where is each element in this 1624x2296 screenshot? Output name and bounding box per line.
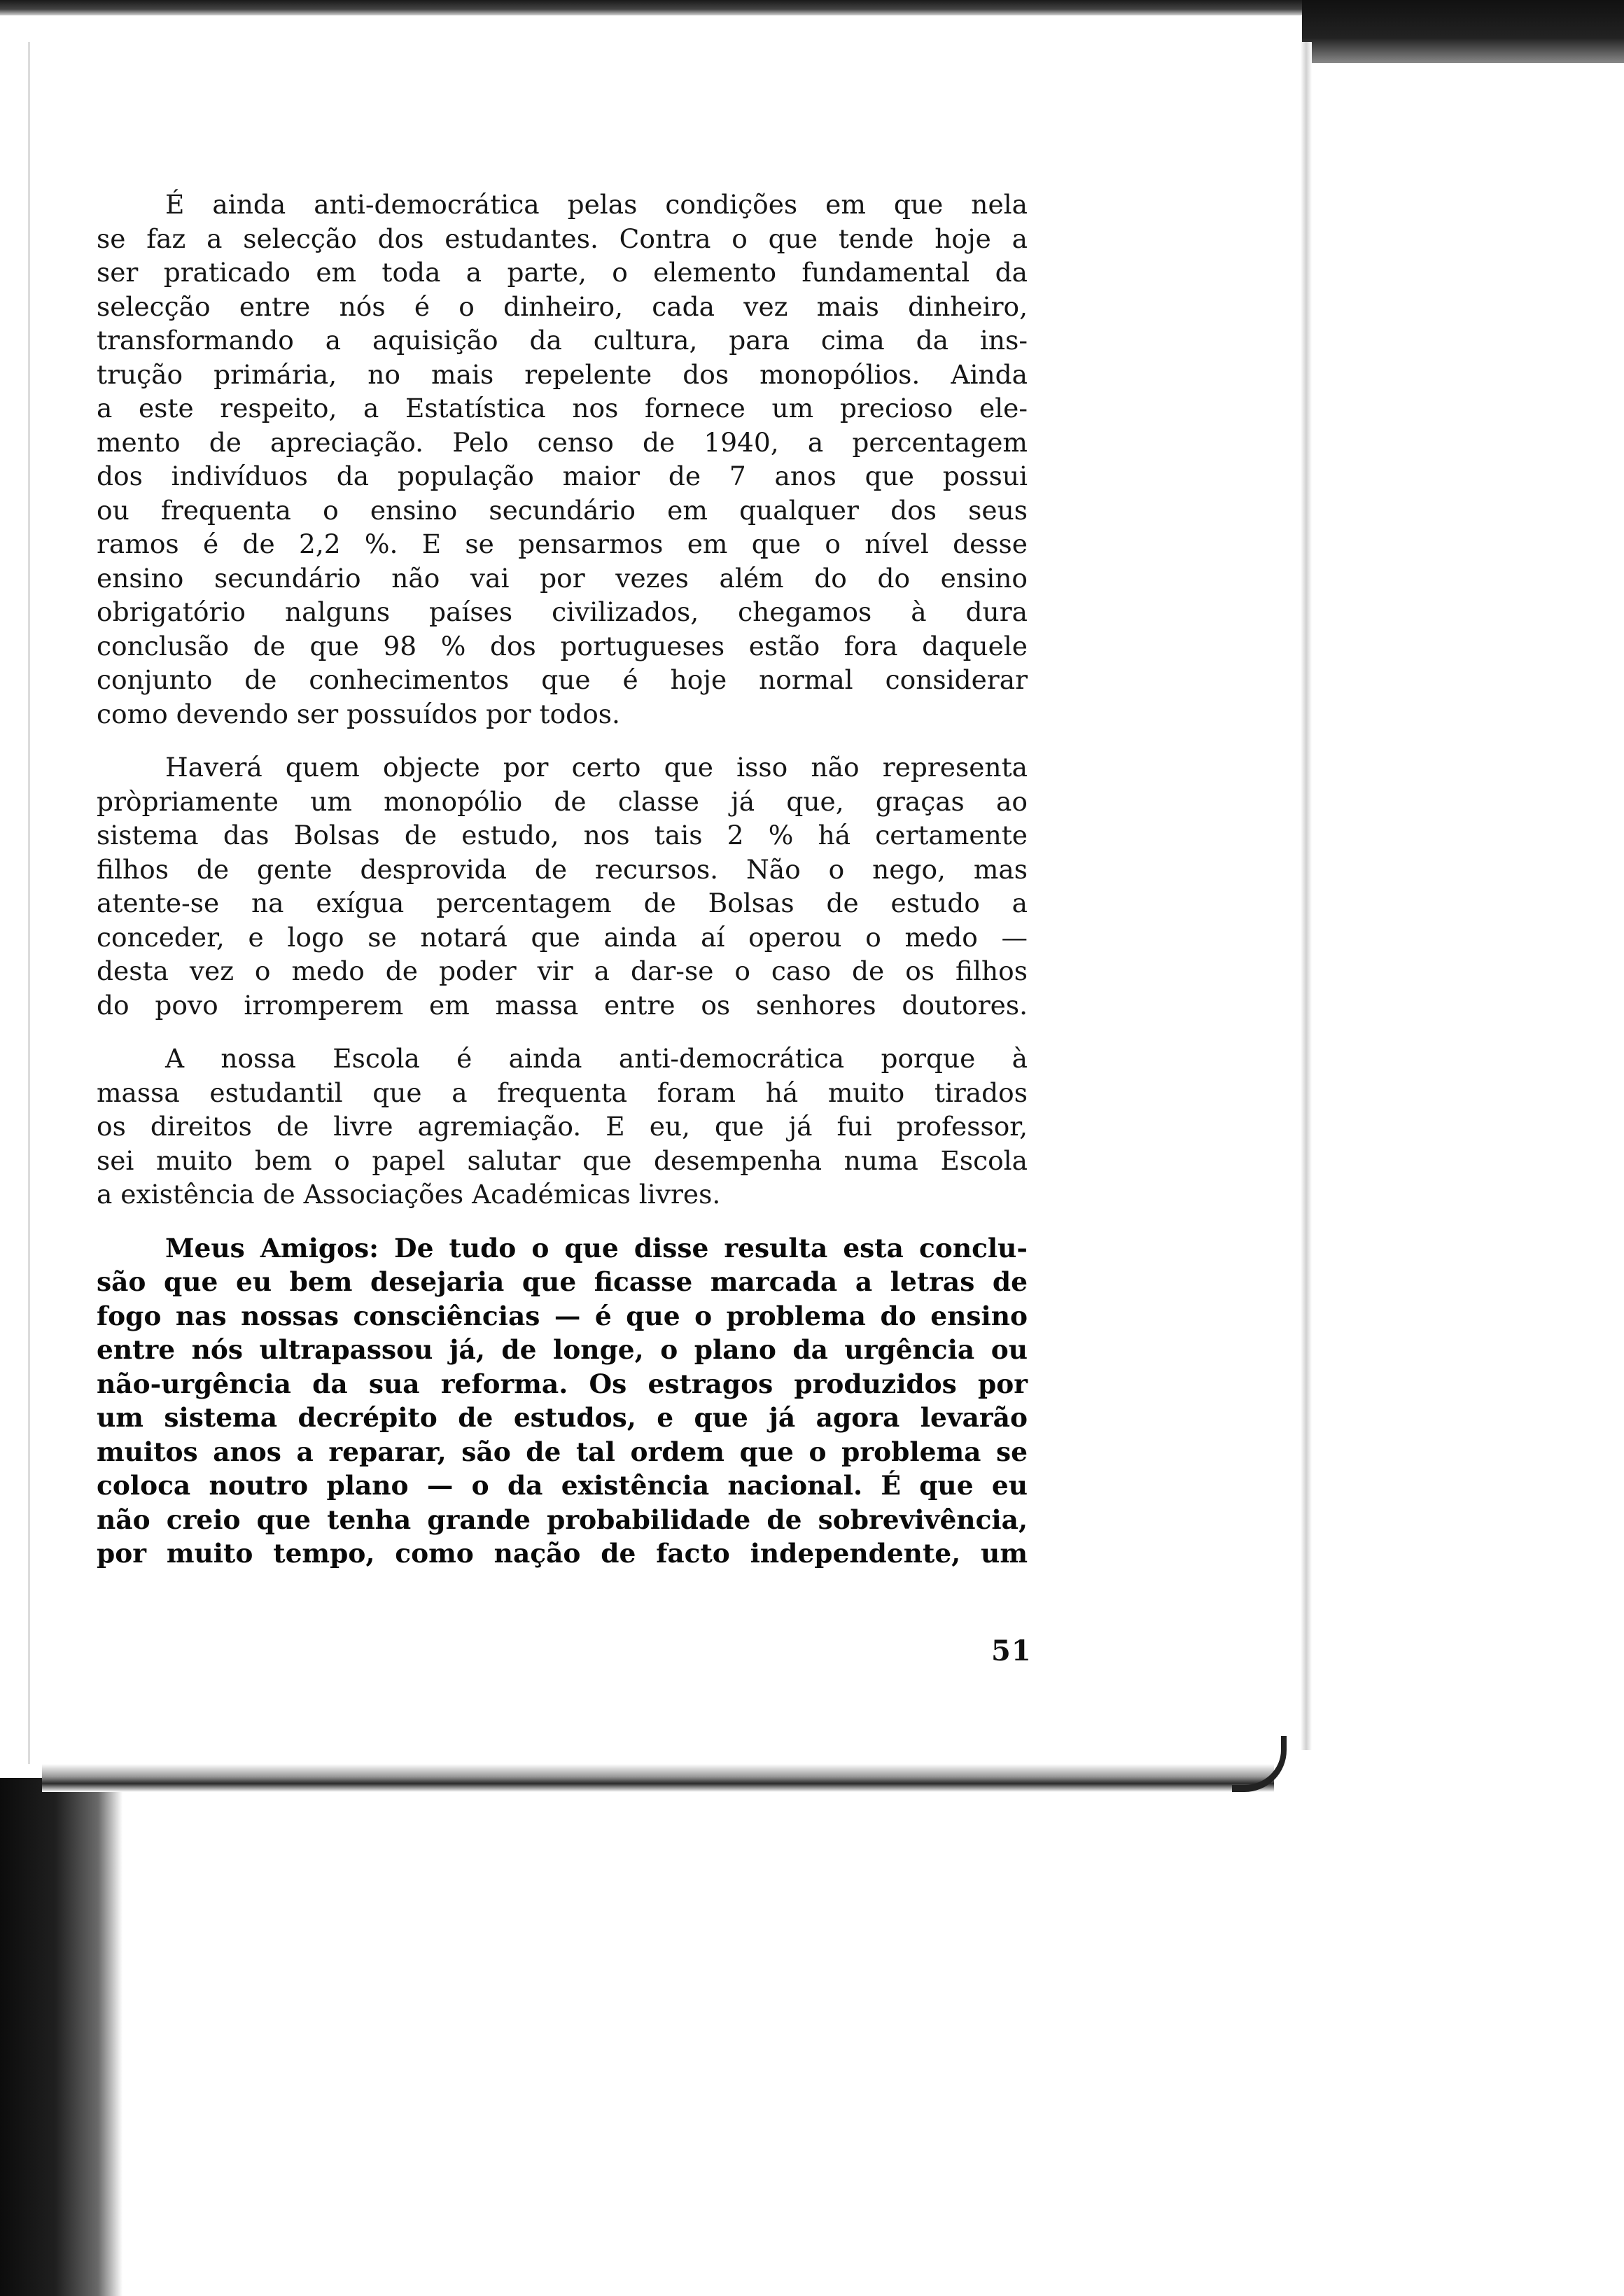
text-line: filhos de gente desprovida de recursos. Não o nego, mas xyxy=(97,853,1028,885)
scan-area-bottom xyxy=(0,1778,1624,2296)
page-number: 51 xyxy=(991,1634,1032,1667)
page-left-edge xyxy=(28,42,30,1764)
text-line: massa estudantil que a frequenta foram há muito tirados xyxy=(97,1077,1028,1108)
paragraph-3 xyxy=(97,1042,1028,1212)
text-line: transformando a aquisição da cultura, para cima da ins- xyxy=(97,325,1028,356)
text-line: A nossa Escola é ainda anti-democrática porque à xyxy=(165,1043,1028,1074)
text-line: ramos é de 2,2 %. E se pensarmos em que o nível desse xyxy=(97,528,1028,559)
text-line: trução primária, no mais repelente dos monopólios. Ainda xyxy=(97,358,1028,390)
text-line: Haverá quem objecte por certo que isso não representa xyxy=(165,752,1028,783)
text-line: são que eu bem desejaria que ficasse marcada a letras de xyxy=(97,1266,1028,1297)
text-line: entre nós ultrapassou já, de longe, o plano da urgência ou xyxy=(97,1334,1028,1365)
scan-border-top-right xyxy=(1302,0,1624,63)
text-line: os direitos de livre agremiação. E eu, que já fui professor, xyxy=(97,1111,1028,1142)
text-line: a este respeito, a Estatística nos fornece um precioso ele- xyxy=(97,393,1028,424)
text-line: sei muito bem o papel salutar que desempenha numa Escola xyxy=(97,1144,1028,1176)
text-line: selecção entre nós é o dinheiro, cada vez mais dinheiro, xyxy=(97,290,1028,322)
text-line: atente-se na exígua percentagem de Bolsas de estudo a xyxy=(97,888,1028,918)
page-text-block xyxy=(97,188,1028,1571)
text-line: não creio que tenha grande probabilidade de sobrevivência, xyxy=(97,1504,1028,1535)
text-line: ensino secundário não vai por vezes além do do ensino xyxy=(97,562,1028,594)
text-line: fogo nas nossas consciências — é que o problema do ensino xyxy=(97,1300,1028,1331)
text-line: como devendo ser possuídos por todos. xyxy=(97,698,620,729)
text-line: um sistema decrépito de estudos, e que já agora levarão xyxy=(97,1402,1028,1433)
text-line: se faz a selecção dos estudantes. Contra o que tende hoje a xyxy=(97,223,1028,254)
text-line: a existência de Associações Académicas livres. xyxy=(97,1179,721,1210)
text-line: pròpriamente um monopólio de classe já que, graças ao xyxy=(97,785,1028,817)
text-line: dos indivíduos da população maior de 7 anos que possui xyxy=(97,461,1028,491)
text-line: conclusão de que 98 % dos portugueses estão fora daquele xyxy=(97,630,1028,662)
paragraph-1 xyxy=(97,188,1028,731)
scan-shadow-left xyxy=(0,1778,122,2296)
page-right-edge xyxy=(1301,42,1312,1750)
text-line: mento de apreciação. Pelo censo de 1940, a percentagem xyxy=(97,426,1028,458)
text-line: não-urgência da sua reforma. Os estragos produzidos por xyxy=(97,1368,1028,1399)
text-line: conceder, e logo se notará que ainda aí operou o medo — xyxy=(97,921,1028,953)
text-line: sistema das Bolsas de estudo, nos tais 2 % há certamente xyxy=(97,820,1028,850)
text-line: conjunto de conhecimentos que é hoje normal considerar xyxy=(97,664,1028,695)
text-line: Meus Amigos: De tudo o que disse resulta esta conclu- xyxy=(165,1232,1028,1264)
page-bottom-edge xyxy=(42,1764,1274,1792)
text-line: coloca noutro plano — o da existência nacional. É que eu xyxy=(97,1470,1028,1501)
text-line: ou frequenta o ensino secundário em qualquer dos seus xyxy=(97,494,1028,526)
text-line: muitos anos a reparar, são de tal ordem que o problema se xyxy=(97,1436,1028,1467)
text-line: obrigatório nalguns países civilizados, chegamos à dura xyxy=(97,596,1028,627)
text-line: desta vez o medo de poder vir a dar-se o caso de os filhos xyxy=(97,955,1028,986)
text-line: É ainda anti-democrática pelas condições em que nela xyxy=(165,189,1028,220)
paragraph-2 xyxy=(97,750,1028,1022)
text-line: por muito tempo, como nação de facto independente, um xyxy=(97,1538,1028,1569)
paragraph-4 xyxy=(97,1231,1028,1571)
text-line: ser praticado em toda a parte, o elemento fundamental da xyxy=(97,257,1028,288)
text-line: do povo irromperem em massa entre os senhores doutores. xyxy=(97,989,1028,1021)
